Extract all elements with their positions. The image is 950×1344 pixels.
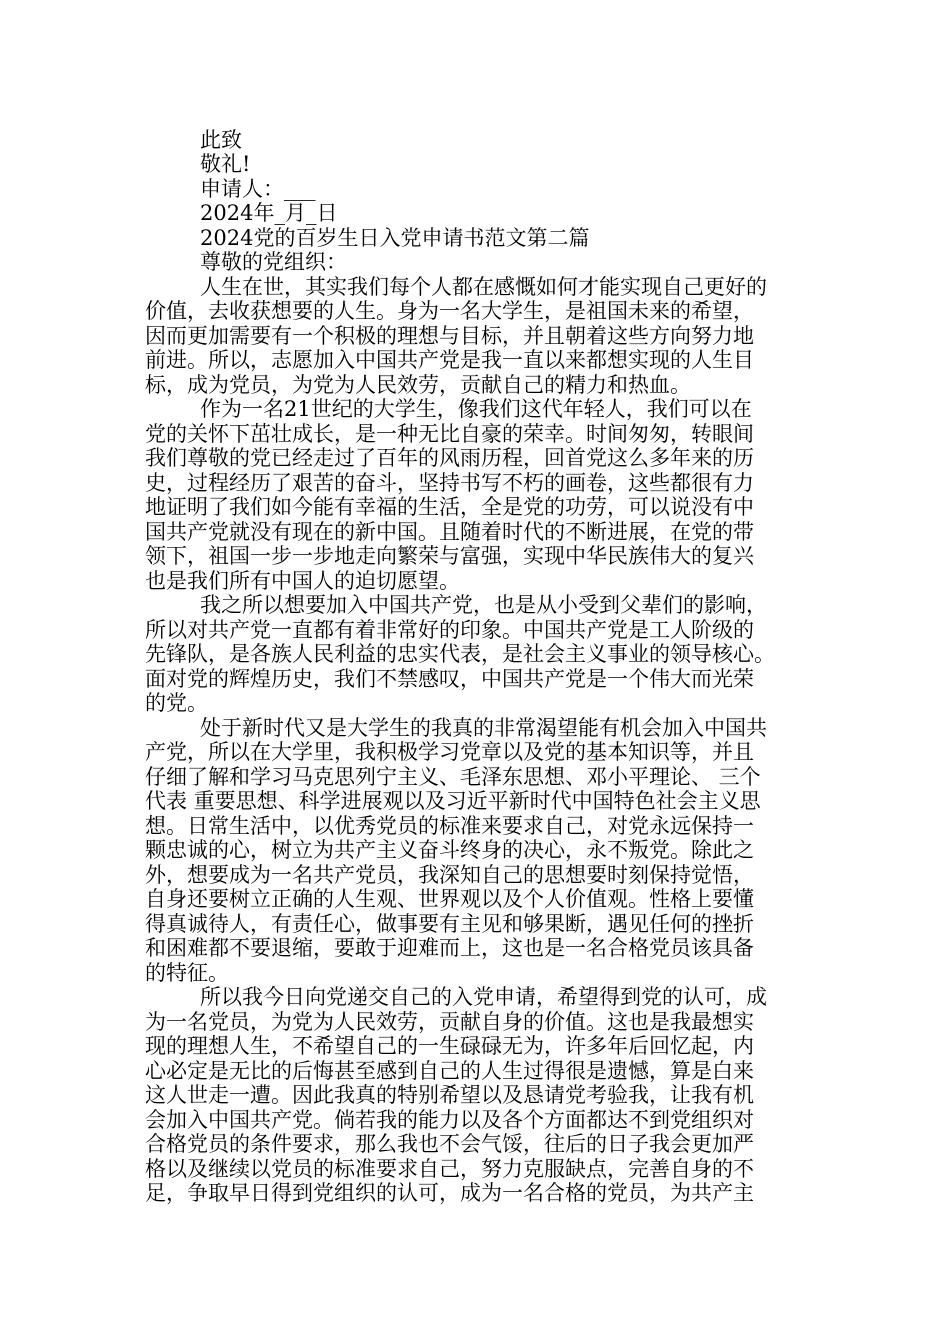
- body-line: 地证明了我们如今能有幸福的生活，全是党的功劳，可以说没有中: [145, 495, 754, 519]
- body-line: 我们尊敬的党已经走过了百年的风雨历程，回首党这么多年来的历: [145, 446, 754, 470]
- body-line: 这人世走一遭。因此我真的特别希望以及恳请党考验我，让我有机: [145, 1083, 754, 1107]
- body-line: 格以及继续以党员的标准要求自己，努力克服缺点，完善自身的不: [145, 1157, 754, 1181]
- body-line: 代表 重要思想、科学进展观以及习近平新时代中国特色社会主义思: [145, 789, 761, 813]
- body-line: 合格党员的条件要求，那么我也不会气馁，往后的日子我会更加严: [145, 1132, 754, 1156]
- body-line: 足，争取早日得到党组织的认可，成为一名合格的党员，为共产主: [145, 1181, 754, 1205]
- body-line: 党的关怀下茁壮成长，是一种无比自豪的荣幸。时间匆匆，转眼间: [145, 422, 754, 446]
- body-line: 的党。: [145, 691, 208, 715]
- body-line: 会加入中国共产党。倘若我的能力以及各个方面都达不到党组织对: [145, 1108, 754, 1132]
- date-line: 2024年_月_日: [200, 201, 338, 225]
- greeting: 尊敬的党组织：: [200, 250, 347, 274]
- applicant-line: 申请人：___: [200, 177, 316, 201]
- body-line: 心必定是无比的后悔甚至感到自己的人生过得很是遗憾，算是白来: [145, 1059, 754, 1083]
- body-line: 得真诚待人，有责任心，做事要有主见和够果断，遇见任何的挫折: [145, 912, 754, 936]
- body-line: 颗忠诚的心，树立为共产主义奋斗终身的决心，永不叛党。除此之: [145, 838, 754, 862]
- body-line: 因而更加需要有一个积极的理想与目标，并且朝着这些方向努力地: [145, 324, 754, 348]
- body-line: 所以对共产党一直都有着非常好的印象。中国共产党是工人阶级的: [145, 618, 754, 642]
- body-line: 产党，所以在大学里，我积极学习党章以及党的基本知识等，并且: [145, 740, 754, 764]
- body-line: 想。日常生活中，以优秀党员的标准来要求自己，对党永远保持一: [145, 814, 754, 838]
- body-line: 所以我今日向党递交自己的入党申请，希望得到党的认可，成: [200, 985, 767, 1009]
- body-line: 仔细了解和学习马克思列宁主义、毛泽东思想、邓小平理论、 三个: [145, 765, 761, 789]
- body-line: 史，过程经历了艰苦的奋斗，坚持书写不朽的画卷，这些都很有力: [145, 471, 754, 495]
- closing-salute-1: 此致: [200, 128, 242, 152]
- body-line: 价值，去收获想要的人生。身为一名大学生，是祖国未来的希望，: [145, 299, 754, 323]
- body-line: 人生在世，其实我们每个人都在感慨如何才能实现自己更好的: [200, 275, 767, 299]
- body-line: 外，想要成为一名共产党员，我深知自己的思想要时刻保持觉悟，: [145, 863, 754, 887]
- body-line: 的特征。: [145, 961, 229, 985]
- body-line: 也是我们所有中国人的迫切愿望。: [145, 569, 460, 593]
- body-line: 自身还要树立正确的人生观、世界观以及个人价值观。性格上要懂: [145, 887, 754, 911]
- section-title: 2024党的百岁生日入党申请书范文第二篇: [200, 226, 590, 250]
- body-line: 为一名党员，为党为人民效劳，贡献自身的价值。这也是我最想实: [145, 1010, 754, 1034]
- body-line: 现的理想人生，不希望自己的一生碌碌无为，许多年后回忆起，内: [145, 1034, 754, 1058]
- body-line: 先锋队，是各族人民利益的忠实代表，是社会主义事业的领导核心。: [145, 642, 775, 666]
- body-line: 标，成为党员，为党为人民效劳，贡献自己的精力和热血。: [145, 373, 691, 397]
- body-line: 面对党的辉煌历史，我们不禁感叹，中国共产党是一个伟大而光荣: [145, 667, 754, 691]
- body-line: 我之所以想要加入中国共产党，也是从小受到父辈们的影响，: [200, 593, 767, 617]
- body-line: 作为一名21世纪的大学生，像我们这代年轻人，我们可以在: [200, 397, 752, 421]
- body-line: 领下，祖国一步一步地走向繁荣与富强，实现中华民族伟大的复兴: [145, 544, 754, 568]
- body-line: 国共产党就没有现在的新中国。且随着时代的不断进展，在党的带: [145, 520, 754, 544]
- body-line: 处于新时代又是大学生的我真的非常渴望能有机会加入中国共: [200, 716, 767, 740]
- body-line: 前进。所以，志愿加入中国共产党是我一直以来都想实现的人生目: [145, 348, 754, 372]
- closing-salute-2: 敬礼!: [200, 152, 251, 176]
- body-line: 和困难都不要退缩，要敢于迎难而上，这也是一名合格党员该具备: [145, 936, 754, 960]
